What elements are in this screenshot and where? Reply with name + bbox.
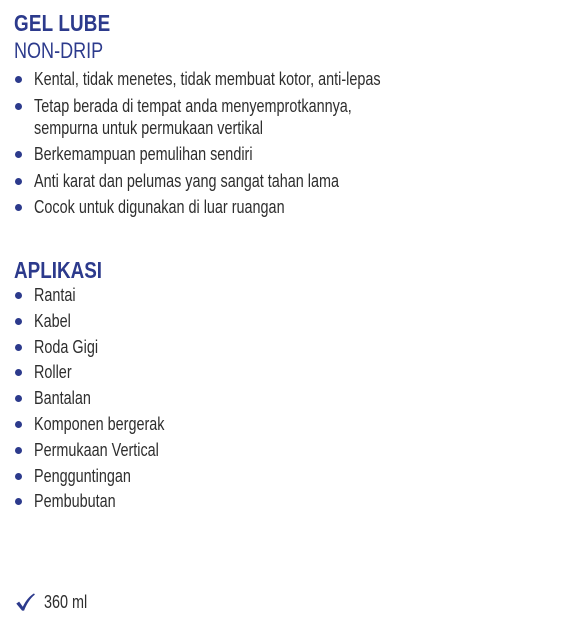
feature-text: Tetap berada di tempat anda menyemprotkannya, sempurna untuk permukaan vertikal (34, 95, 352, 138)
feature-item (14, 68, 554, 90)
feature-list (14, 68, 554, 223)
bullet-icon (15, 369, 22, 376)
application-item (14, 413, 554, 435)
bullet-icon (15, 178, 22, 185)
bullet-icon (15, 473, 22, 480)
feature-item (14, 170, 554, 192)
application-text: Bantalan (34, 388, 91, 409)
applications-title: APLIKASI (14, 257, 103, 283)
application-list (14, 284, 554, 516)
feature-item (14, 95, 554, 139)
feature-text: Cocok untuk digunakan di luar ruangan (34, 197, 285, 217)
application-text: Roller (34, 362, 72, 383)
bullet-icon (15, 76, 22, 83)
application-text: Pengguntingan (34, 465, 131, 486)
bullet-icon (15, 421, 22, 428)
application-item (14, 439, 554, 461)
feature-text: Berkemampuan pemulihan sendiri (34, 144, 253, 164)
application-text: Pembubutan (34, 491, 116, 512)
bullet-icon (15, 151, 22, 158)
bullet-icon (15, 204, 22, 211)
feature-item (14, 143, 554, 165)
product-title: GEL LUBE (14, 10, 111, 36)
application-item (14, 310, 554, 332)
bullet-icon (15, 498, 22, 505)
application-text: Komponen bergerak (34, 413, 165, 434)
feature-text: Kental, tidak menetes, tidak membuat kotor, anti-lepas (34, 69, 381, 89)
application-text: Rantai (34, 285, 76, 305)
bullet-icon (15, 318, 22, 325)
checkmark-icon (14, 591, 36, 613)
application-text: Roda Gigi (34, 336, 99, 357)
bullet-icon (15, 395, 22, 402)
application-item (14, 336, 554, 358)
bullet-icon (15, 103, 22, 110)
application-item (14, 387, 554, 409)
feature-text: Anti karat dan pelumas yang sangat tahan lama (34, 170, 339, 191)
feature-item (14, 196, 554, 218)
application-item (14, 361, 554, 383)
bullet-icon (15, 292, 22, 299)
application-item (14, 490, 554, 512)
product-subtitle: NON-DRIP (14, 38, 104, 63)
volume-row (14, 590, 98, 614)
bullet-icon (15, 344, 22, 351)
application-text: Permukaan Vertical (34, 439, 159, 460)
application-text: Kabel (34, 310, 71, 331)
volume-label: 360 ml (44, 591, 88, 612)
application-item (14, 284, 554, 306)
bullet-icon (15, 447, 22, 454)
application-item (14, 465, 554, 487)
